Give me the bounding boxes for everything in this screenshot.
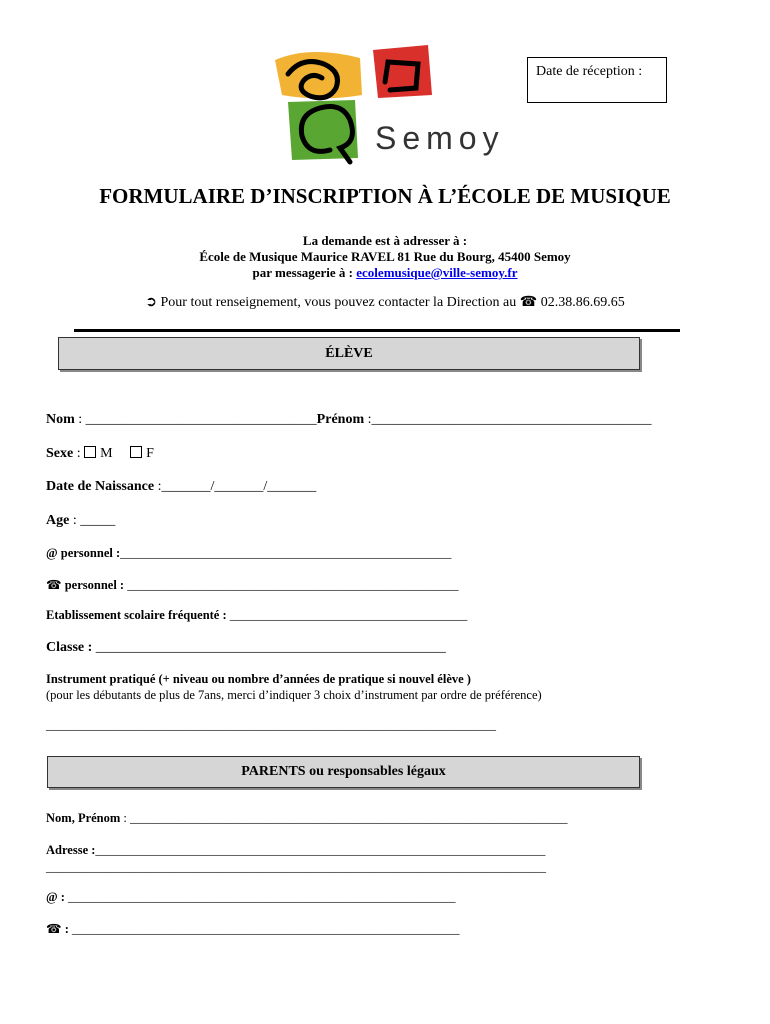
parent-phone-label: : xyxy=(61,922,69,936)
parent-nom-blank[interactable]: : ______________________________________________________________________ xyxy=(120,811,568,825)
etablissement-blank[interactable]: ______________________________________ xyxy=(226,608,468,622)
field-naissance[interactable] xyxy=(46,479,316,495)
sexe-m-label: M xyxy=(100,446,113,461)
school-email-link[interactable]: ecolemusique@ville-semoy.fr xyxy=(356,265,518,280)
field-parent-email[interactable] xyxy=(46,890,456,905)
phone-icon: ☎ xyxy=(46,922,62,936)
field-nom-prenom[interactable] xyxy=(46,412,652,428)
contact-info-text: Pour tout renseignement, vous pouvez contacter la Direction au xyxy=(160,295,517,310)
sexe-label: Sexe xyxy=(46,446,74,461)
semoy-logo xyxy=(270,40,505,170)
age-blank[interactable]: : _____ xyxy=(69,513,116,528)
contact-info xyxy=(0,294,770,311)
parent-email-label: @ : xyxy=(46,890,65,904)
checkbox-m[interactable] xyxy=(84,446,96,458)
divider xyxy=(74,329,680,332)
classe-label: Classe : xyxy=(46,640,93,655)
naissance-label: Date de Naissance xyxy=(46,479,155,494)
phone-personnel-blank[interactable]: _____________________________________________________ xyxy=(124,578,459,592)
field-parent-nom[interactable] xyxy=(46,811,568,826)
nom-blank[interactable]: : _________________________________ xyxy=(74,412,317,427)
arrow-icon: ➲ xyxy=(145,295,158,310)
field-phone-personnel[interactable] xyxy=(46,577,458,593)
checkbox-f[interactable] xyxy=(130,446,142,458)
parent-adresse-blank-2[interactable]: ________________________________________________________________________________ xyxy=(46,860,546,874)
naissance-blank[interactable]: :_______/_______/_______ xyxy=(154,479,317,494)
field-parent-adresse[interactable] xyxy=(46,843,545,858)
phone-icon: ☎ xyxy=(46,578,62,592)
contact-phone: 02.38.86.69.65 xyxy=(540,295,625,310)
parent-phone-blank[interactable]: ______________________________________________________________ xyxy=(68,922,460,936)
sexe-f-label: F xyxy=(146,446,154,461)
page-title: FORMULAIRE D’INSCRIPTION À L’ÉCOLE DE MUSIQUE xyxy=(99,184,671,208)
reception-date-box[interactable] xyxy=(527,57,667,103)
logo-text: Semoy xyxy=(375,120,505,156)
parent-adresse-blank[interactable]: ________________________________________________________________________ xyxy=(95,843,546,857)
email-prefix: par messagerie à : xyxy=(252,265,357,280)
parent-nom-label: Nom, Prénom xyxy=(46,811,121,825)
field-sexe: Sexe : M F xyxy=(46,446,154,461)
instrument-note: (pour les débutants de plus de 7ans, merci d’indiquer 3 choix d’instrument par ordre de préférence) xyxy=(46,688,542,702)
phone-icon: ☎ xyxy=(519,295,538,310)
instrument-label: Instrument pratiqué (+ niveau ou nombre d’années de pratique si nouvel élève ) xyxy=(46,672,471,686)
age-label: Age xyxy=(46,513,70,528)
field-classe[interactable] xyxy=(46,640,446,656)
nom-label: Nom xyxy=(46,412,75,427)
field-etablissement[interactable] xyxy=(46,608,467,623)
reception-date-label: Date de réception : xyxy=(536,64,643,79)
field-parent-phone[interactable] xyxy=(46,921,460,937)
section-header-eleve: ÉLÈVE xyxy=(58,337,640,370)
prenom-label: Prénom xyxy=(316,412,365,427)
email-personnel-label: @ personnel : xyxy=(46,546,121,560)
etablissement-label: Etablissement scolaire fréquenté : xyxy=(46,608,227,622)
parent-email-blank[interactable]: ______________________________________________________________ xyxy=(64,890,456,904)
field-email-personnel[interactable] xyxy=(46,546,451,561)
section-header-parents: PARENTS ou responsables légaux xyxy=(47,756,640,788)
classe-blank[interactable]: __________________________________________________ xyxy=(92,640,446,655)
email-personnel-blank[interactable]: _____________________________________________________ xyxy=(120,546,452,560)
address-line-1: La demande est à adresser à : xyxy=(302,233,468,248)
field-age[interactable] xyxy=(46,513,115,529)
prenom-blank[interactable]: :________________________________________ xyxy=(364,412,652,427)
address-line-2: École de Musique Maurice RAVEL 81 Rue du Bourg, 45400 Semoy xyxy=(199,249,571,264)
address-line-3 xyxy=(0,265,770,281)
parent-adresse-label: Adresse : xyxy=(46,843,96,857)
instrument-blank[interactable]: ________________________________________________________________________ xyxy=(46,718,496,732)
phone-personnel-label: personnel : xyxy=(61,578,125,592)
